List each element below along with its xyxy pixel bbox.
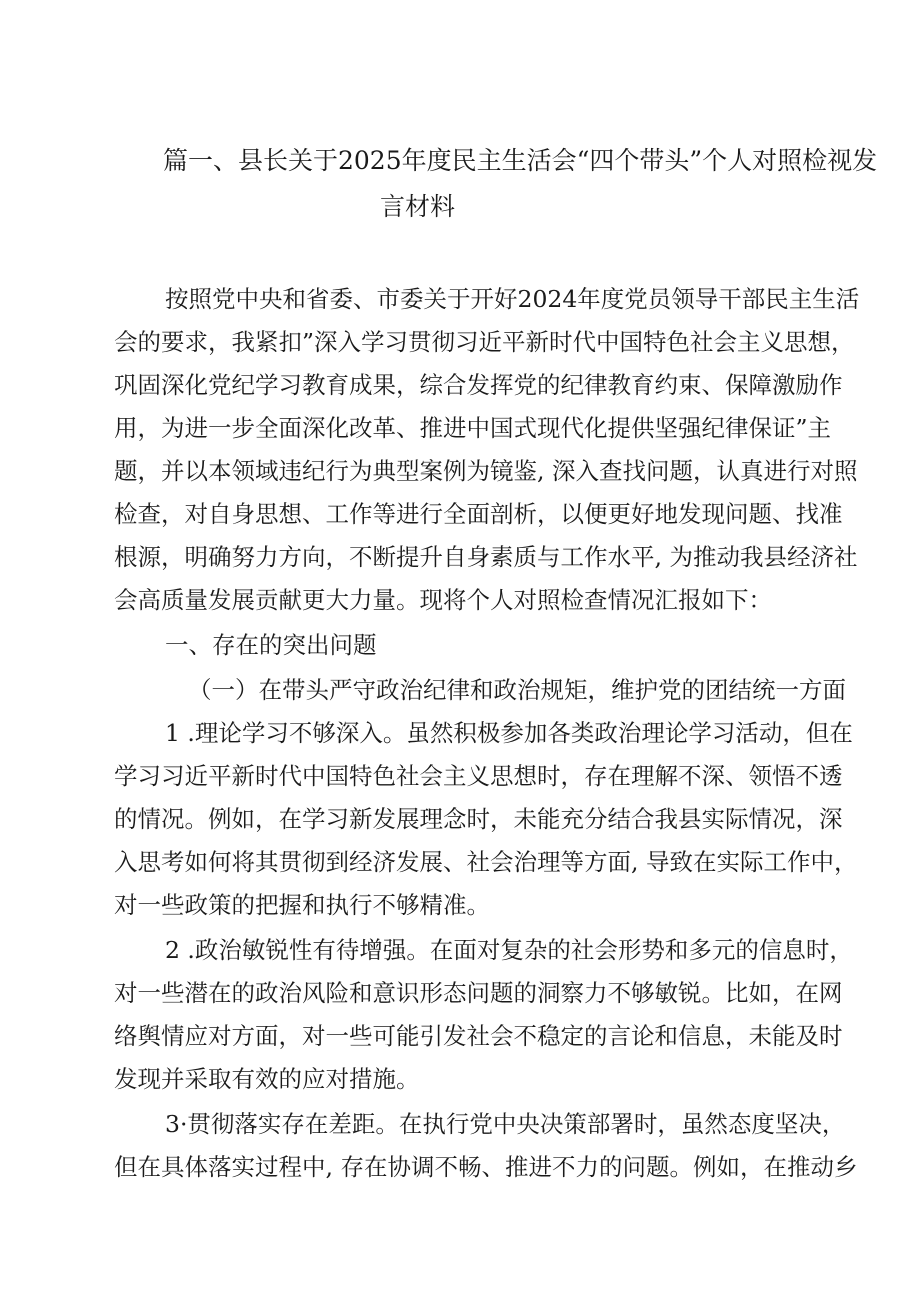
paragraph-line: 根源，明确努力方向，不断提升自身素质与工作水平, 为推动我县经济社 <box>114 543 858 571</box>
paragraph-line: 对一些政策的把握和执行不够精准。 <box>114 891 490 919</box>
paragraph-line: 题，并以本领域违纪行为典型案例为镜鉴, 深入查找问题，认真进行对照 <box>114 457 858 485</box>
paragraph-line: 用，为进一步全面深化改革、推进中国式现代化提供坚强纪律保证”主 <box>114 414 832 442</box>
paragraph-line: 但在具体落实过程中, 存在协调不畅、推进不力的问题。例如，在推动乡 <box>114 1153 858 1181</box>
paragraph-line: 对一些潜在的政治风险和意识形态问题的洞察力不够敏锐。比如，在网 <box>114 979 843 1007</box>
paragraph-line: 发现并采取有效的应对措施。 <box>114 1065 420 1093</box>
paragraph-line: 的情况。例如，在学习新发展理念时，未能充分结合我县实际情况，深 <box>114 805 843 833</box>
paragraph-line: 2 .政治敏锐性有待增强。在面对复杂的社会形势和多元的信息时， <box>165 936 853 964</box>
section-heading: 一、存在的突出问题 <box>165 631 377 659</box>
paragraph-line: 巩固深化党纪学习教育成果，综合发挥党的纪律教育约束、保障激励作 <box>114 371 843 399</box>
paragraph-line: 会高质量发展贡献更大力量。现将个人对照检查情况汇报如下： <box>114 586 772 614</box>
paragraph-line: 检查，对自身思想、工作等进行全面剖析，以便更好地发现问题、找准 <box>114 500 843 528</box>
subsection-heading: （一）在带头严守政治纪律和政治规矩，维护党的团结统一方面 <box>188 676 846 704</box>
paragraph-line: 按照党中央和省委、市委关于开好2024年度党员领导干部民主生活 <box>165 285 860 313</box>
paragraph-line: 会的要求，我紧扣”深入学习贯彻习近平新时代中国特色社会主义思想， <box>114 328 855 356</box>
document-title-line-2: 言材料 <box>380 192 456 221</box>
paragraph-line: 1 .理论学习不够深入。虽然积极参加各类政治理论学习活动，但在 <box>165 719 853 747</box>
paragraph-line: 入思考如何将其贯彻到经济发展、社会治理等方面, 导致在实际工作中， <box>114 848 858 876</box>
paragraph-line: 络舆情应对方面，对一些可能引发社会不稳定的言论和信息，未能及时 <box>114 1022 843 1050</box>
document-title-line-1: 篇一、县长关于2025年度民主生活会“四个带头”个人对照检视发 <box>163 146 878 175</box>
paragraph-line: 学习习近平新时代中国特色社会主义思想时，存在理解不深、领悟不透 <box>114 762 843 790</box>
paragraph-line: 3·贯彻落实存在差距。在执行党中央决策部署时，虽然态度坚决， <box>165 1110 846 1138</box>
